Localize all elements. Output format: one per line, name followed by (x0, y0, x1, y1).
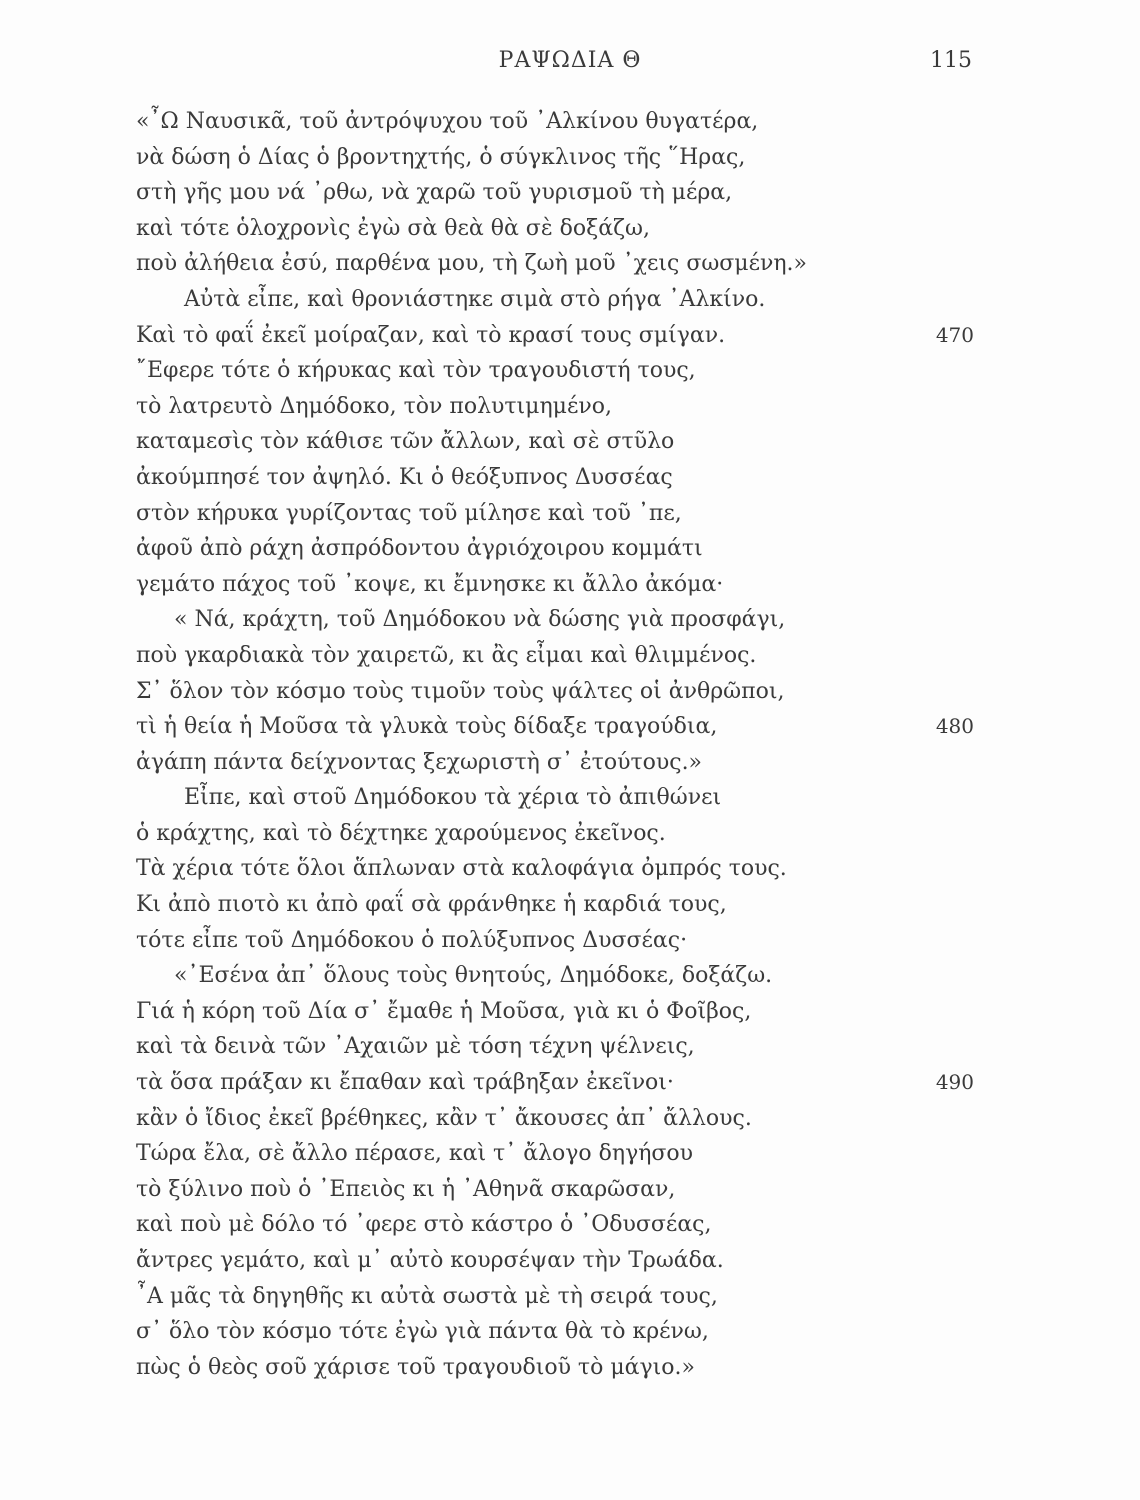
verse-line (0, 496, 1140, 532)
verse-line (0, 1029, 1140, 1065)
verse-line (0, 851, 1140, 887)
verse-line (0, 1207, 1140, 1243)
verse-text: πὼς ὁ θεὸς σοῦ χάρισε τοῦ τραγουδιοῦ τὸ μάγιο.» (136, 1354, 695, 1380)
verse-line (0, 745, 1140, 781)
verse-text: Εἶπε, καὶ στοῦ Δημόδοκου τὰ χέρια τὸ ἀπιθώνει (184, 785, 722, 811)
page-number: 115 (930, 48, 972, 73)
verse-text: ἀγάπη πάντα δείχνοντας ξεχωριστὴ σ᾿ ἐτούτους.» (136, 749, 703, 775)
verse-line (0, 816, 1140, 852)
verse-line (0, 353, 1140, 389)
verse-text: στὸν κήρυκα γυρίζοντας τοῦ μίλησε καὶ τοῦ ᾿πε, (136, 500, 682, 526)
verse-block (0, 104, 1140, 1385)
verse-text: « Νά, κράχτη, τοῦ Δημόδοκου νὰ δώσης γιὰ προσφάγι, (174, 607, 786, 633)
verse-line (0, 602, 1140, 638)
line-number: 490 (935, 1070, 974, 1095)
verse-line (0, 140, 1140, 176)
line-number: 470 (935, 322, 974, 347)
verse-line (0, 460, 1140, 496)
verse-text: τότε εἶπε τοῦ Δημόδοκου ὁ πολύξυπνος Δυσσέας· (136, 927, 688, 953)
verse-text: Αὐτὰ εἶπε, καὶ θρονιάστηκε σιμὰ στὸ ρήγα ᾿Αλκίνο. (184, 286, 766, 312)
verse-line (0, 104, 1140, 140)
verse-line (0, 567, 1140, 603)
verse-line (0, 1314, 1140, 1350)
verse-line (0, 175, 1140, 211)
verse-text: Τώρα ἔλα, σὲ ἄλλο πέρασε, καὶ τ᾿ ἄλογο δηγήσου (136, 1141, 694, 1167)
verse-line (0, 246, 1140, 282)
verse-line (0, 1172, 1140, 1208)
verse-text: ἄντρες γεμάτο, καὶ μ᾿ αὐτὸ κουρσέψαν τὴν Τρωάδα. (136, 1248, 724, 1273)
verse-text: τὶ ἡ θεία ἡ Μοῦσα τὰ γλυκὰ τοὺς δίδαξε τραγούδια, (136, 714, 718, 740)
verse-text: ῎Εφερε τότε ὁ κήρυκας καὶ τὸν τραγουδιστή τους, (136, 358, 696, 384)
verse-text: ἀκούμπησέ τον ἀψηλό. Κι ὁ θεόξυπνος Δυσσέας (136, 464, 673, 490)
verse-line (0, 1243, 1140, 1279)
verse-text: τὰ ὅσα πράξαν κι ἔπαθαν καὶ τράβηξαν ἐκεῖνοι· (136, 1070, 674, 1096)
verse-text: γεμάτο πάχος τοῦ ᾿κοψε, κι ἔμνησκε κι ἄλλο ἀκόμα· (136, 571, 724, 597)
verse-text: Καὶ τὸ φαΐ ἐκεῖ μοίραζαν, καὶ τὸ κρασί τους σμίγαν. (136, 322, 726, 348)
verse-text: τὸ λατρευτὸ Δημόδοκο, τὸν πολυτιμημένο, (136, 393, 612, 419)
verse-line (0, 638, 1140, 674)
verse-line (0, 424, 1140, 460)
verse-text: κἂν ὁ ἴδιος ἐκεῖ βρέθηκες, κἂν τ᾿ ἄκουσες ἀπ᾿ ἄλλους. (136, 1105, 752, 1131)
verse-text: καὶ τότε ὁλοχρονὶς ἐγὼ σὰ θεὰ θὰ σὲ δοξάζω, (136, 215, 650, 241)
verse-line (0, 958, 1140, 994)
verse-line (0, 389, 1140, 425)
verse-text: νὰ δώση ὁ Δίας ὁ βροντηχτής, ὁ σύγκλινος τῆς ῞Ηρας, (136, 144, 746, 170)
verse-text: Τὰ χέρια τότε ὅλοι ἅπλωναν στὰ καλοφάγια ὀμπρός τους. (136, 856, 787, 882)
verse-text: ποὺ γκαρδιακὰ τὸν χαιρετῶ, κι ἂς εἶμαι καὶ θλιμμένος. (136, 642, 757, 668)
verse-text: καὶ ποὺ μὲ δόλο τό ᾿φερε στὸ κάστρο ὁ ᾿Οδυσσέας, (136, 1212, 712, 1238)
verse-text: καὶ τὰ δεινὰ τῶν ᾿Αχαιῶν μὲ τόση τέχνη ψέλνεις, (136, 1034, 695, 1060)
verse-text: ῏Α μᾶς τὰ δηγηθῆς κι αὐτὰ σωστὰ μὲ τὴ σειρά τους, (136, 1283, 718, 1309)
line-number: 480 (935, 714, 974, 739)
verse-line (0, 674, 1140, 710)
verse-text: ποὺ ἀλήθεια ἐσύ, παρθένα μου, τὴ ζωὴ μοῦ ᾿χεις σωσμένη.» (136, 251, 808, 277)
verse-line (0, 1279, 1140, 1315)
verse-text: «῏Ω Ναυσικᾶ, τοῦ ἀντρόψυχου τοῦ ᾿Αλκίνου θυγατέρα, (136, 109, 759, 134)
verse-line (0, 923, 1140, 959)
running-header-title: ΡΑΨΩΔΙΑ Θ (498, 48, 642, 73)
verse-text: τὸ ξύλινο ποὺ ὁ ᾿Επειὸς κι ἡ ᾿Αθηνᾶ σκαρῶσαν, (136, 1176, 676, 1202)
verse-text: ὁ κράχτης, καὶ τὸ δέχτηκε χαρούμενος ἐκεῖνος. (136, 820, 666, 846)
verse-line (0, 1101, 1140, 1137)
verse-text: «᾿Εσένα ἀπ᾿ ὅλους τοὺς θνητούς, Δημόδοκε, δοξάζω. (174, 963, 773, 989)
verse-line (0, 282, 1140, 318)
verse-text: Γιά ἡ κόρη τοῦ Δία σ᾿ ἔμαθε ἡ Μοῦσα, γιὰ κι ὁ Φοῖβος, (136, 998, 752, 1024)
verse-line (0, 1350, 1140, 1386)
verse-text: Κι ἀπὸ πιοτὸ κι ἀπὸ φαΐ σὰ φράνθηκε ἡ καρδιά τους, (136, 892, 727, 918)
verse-line (0, 709, 1140, 745)
verse-line (0, 994, 1140, 1030)
verse-text: καταμεσὶς τὸν κάθισε τῶν ἄλλων, καὶ σὲ στῦλο (136, 429, 675, 455)
verse-line (0, 887, 1140, 923)
verse-line (0, 318, 1140, 354)
verse-line (0, 1065, 1140, 1101)
verse-line (0, 531, 1140, 567)
verse-text: ἀφοῦ ἀπὸ ράχη ἀσπρόδοντου ἀγριόχοιρου κομμάτι (136, 536, 703, 562)
verse-text: σ᾿ ὅλο τὸν κόσμο τότε ἐγὼ γιὰ πάντα θὰ τὸ κρένω, (136, 1319, 709, 1345)
verse-line (0, 211, 1140, 247)
verse-text: Σ᾿ ὅλον τὸν κόσμο τοὺς τιμοῦν τοὺς ψάλτες οἱ ἀνθρῶποι, (136, 678, 785, 704)
verse-line (0, 780, 1140, 816)
verse-line (0, 1136, 1140, 1172)
verse-text: στὴ γῆς μου νά ᾿ρθω, νὰ χαρῶ τοῦ γυρισμοῦ τὴ μέρα, (136, 180, 733, 206)
